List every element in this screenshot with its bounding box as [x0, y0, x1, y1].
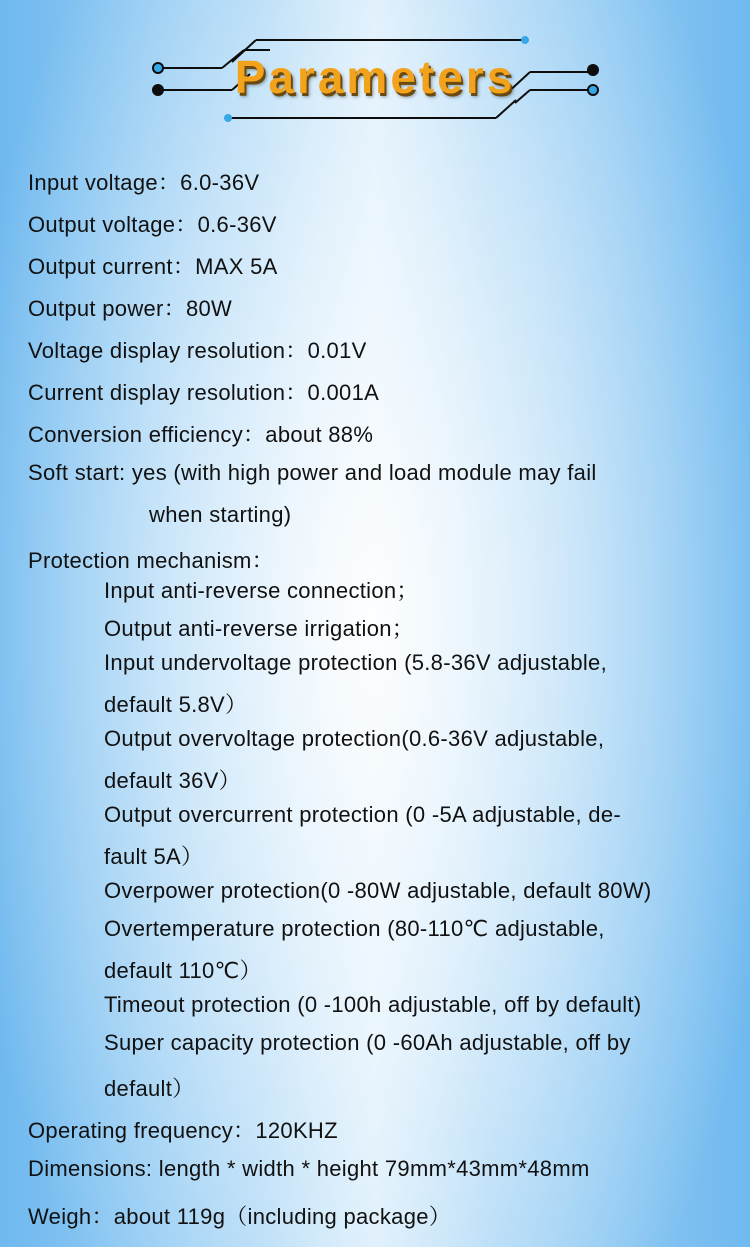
protection-heading: Protection mechanism：: [28, 548, 274, 573]
protection-item: default）: [104, 1076, 195, 1101]
param-output-power: Output power：80W: [28, 296, 233, 321]
protection-item: Super capacity protection (0 -60Ah adjustable, off by: [104, 1030, 631, 1055]
param-soft-start: Soft start: yes (with high power and load module may fail: [28, 460, 597, 485]
protection-item: Overtemperature protection (80-110℃ adjustable,: [104, 916, 605, 941]
protection-item: Input anti-reverse connection；: [104, 578, 419, 603]
param-soft-start-continued: when starting): [149, 502, 292, 527]
param-dimensions: Dimensions: length * width * height 79mm*43mm*48mm: [28, 1156, 590, 1181]
param-weight: Weigh：about 119g（including package）: [28, 1204, 452, 1229]
protection-item: default 5.8V）: [104, 692, 248, 717]
protection-item: default 36V）: [104, 768, 241, 793]
param-conversion-efficiency: Conversion efficiency：about 88%: [28, 422, 374, 447]
connector-dot-icon: [224, 114, 232, 122]
protection-item: Output overcurrent protection (0 -5A adjustable, de-: [104, 802, 621, 827]
page-title: Parameters: [234, 51, 516, 103]
connector-dot-icon: [521, 36, 529, 44]
param-operating-frequency: Operating frequency：120KHZ: [28, 1118, 338, 1143]
param-output-current: Output current：MAX 5A: [28, 254, 278, 279]
param-current-resolution: Current display resolution：0.001A: [28, 380, 380, 405]
param-voltage-resolution: Voltage display resolution：0.01V: [28, 338, 367, 363]
header: [0, 0, 750, 140]
protection-item: Input undervoltage protection (5.8-36V adjustable,: [104, 650, 607, 675]
protection-item: Overpower protection(0 -80W adjustable, default 80W): [104, 878, 652, 903]
protection-item: fault 5A）: [104, 844, 204, 869]
protection-item: default 110℃）: [104, 958, 262, 983]
param-input-voltage: Input voltage：6.0-36V: [28, 170, 260, 195]
protection-item: Output anti-reverse irrigation；: [104, 616, 415, 641]
protection-item: Timeout protection (0 -100h adjustable, off by default): [104, 992, 642, 1017]
param-output-voltage: Output voltage：0.6-36V: [28, 212, 277, 237]
protection-item: Output overvoltage protection(0.6-36V adjustable,: [104, 726, 605, 751]
